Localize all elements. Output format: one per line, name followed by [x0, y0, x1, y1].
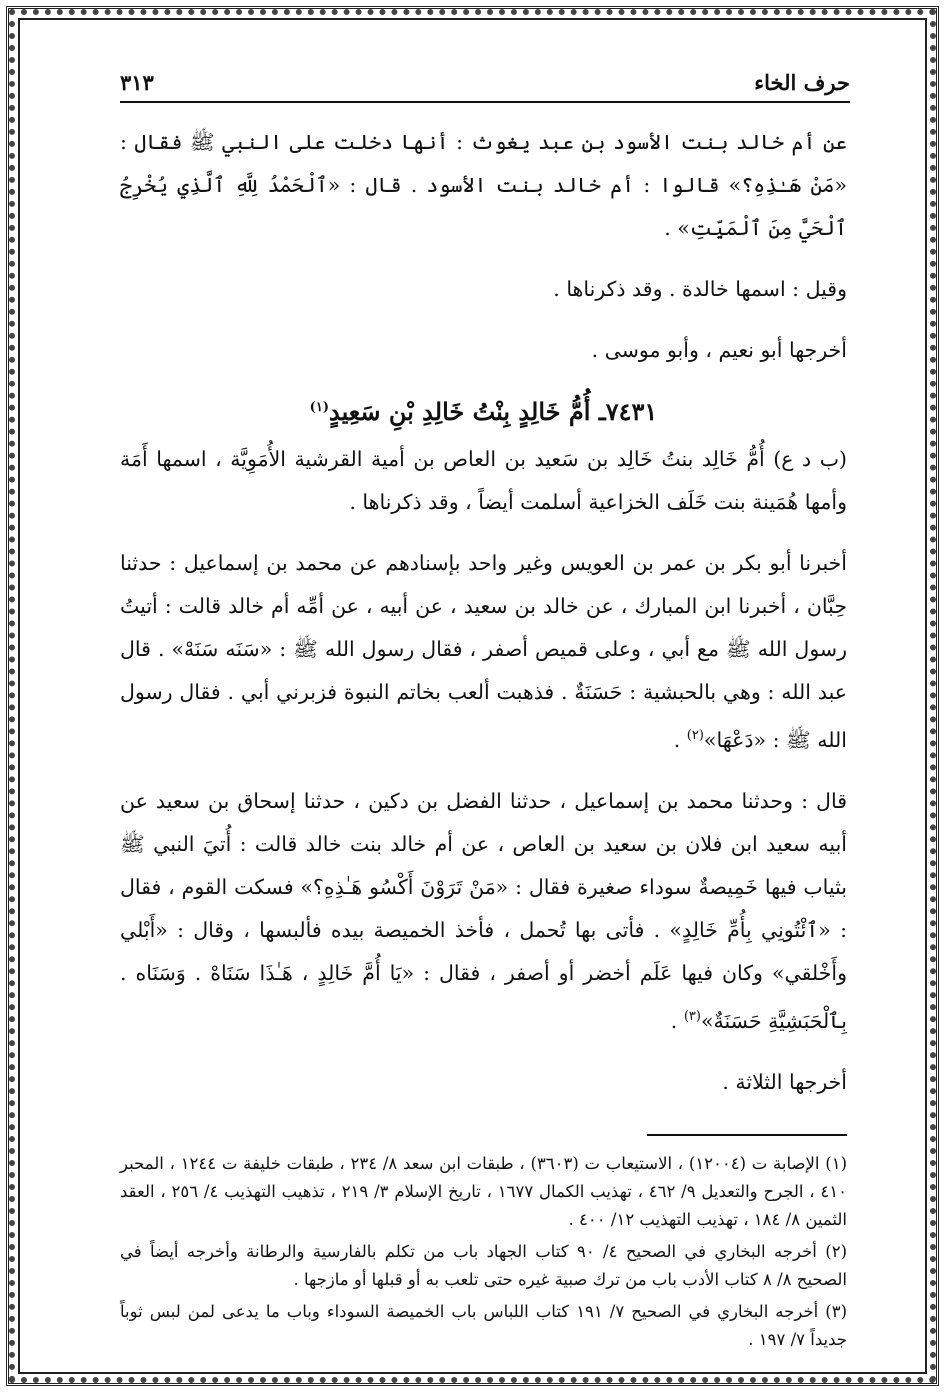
running-title: حرف الخاء: [754, 70, 850, 95]
paragraph-6-note: (٣): [683, 1008, 701, 1024]
entry-title-note: (١): [309, 400, 329, 415]
footnotes: [120, 1150, 847, 1354]
footnote-separator: [647, 1134, 847, 1136]
footnote-2: (٢) أخرجه البخاري في الصحيح ٤/ ٩٠ كتاب الجهاد باب من تكلم بالفارسية والرطانة وأخرجه أيضاً في الصحيح ٨/ ٨ كتاب الأدب باب من ترك صبية غيره حتى تلعب به أو قبلها أو مازجها .: [120, 1241, 847, 1289]
paragraph-5-text: أخبرنا أبو بكر بن عمر بن العويس وغير واحد بإسنادهم عن محمد بن إسماعيل : حدثنا حِبَّان ، أخبرنا ابن المبارك ، عن خالد بن سعيد ، عن أبيه ، عن أمِّه أم خالد قالت : أتيتُ رسول الله ﷺ مع أبي ، وعلى قميص أصفر ، فقال رسول الله ﷺ : «سَنَه سَنَهْ» . قال عبد الله : وهي بالحبشية : حَسَنَةٌ . فذهبت ألعب بخاتم النبوة فزبرني أبي . فقال رسول الله ﷺ : «دَعْهَا»: [120, 551, 847, 752]
entry-title: [120, 382, 847, 438]
paragraph-7: أخرجها الثلاثة .: [722, 1069, 847, 1094]
paragraph-6-text: قال : وحدثنا محمد بن إسماعيل ، حدثنا الفضل بن دكين ، حدثنا إسحاق بن سعيد عن أبيه سعيد ابن فلان بن سعيد بن العاص ، عن أم خالد بنت خالد قالت : أُتيَ النبي ﷺ بثياب فيها خَمِيصةٌ سوداء صغيرة فقال : «مَنْ تَرَوْنَ أَكْسُو هَـٰذِهِ؟» فسكت القوم ، فقال : «ٱئْتُونِي بِأُمِّ خَالِدٍ» . فأتى بها تُحمل ، فأخذ الخميصة بيده فألبسها ، وقال : «أَبْلي وأَخْلقي» وكان فيها عَلَم أخضر أو أصفر ، فقال : «يَا أُمَّ خَالِدٍ ، هَـٰذَا سَنَاهْ . وَسَنَاه . بِٱلْحَبَشِيَّةِ حَسَنَةٌ»: [120, 788, 847, 1033]
paragraph-6: قال : وحدثنا محمد بن إسماعيل ، حدثنا الفضل بن دكين ، حدثنا إسحاق بن سعيد عن أبيه سعيد ابن فلان بن سعيد بن العاص ، عن أم خالد بنت خالد قالت : أُتيَ النبي ﷺ بثياب فيها خَمِيصةٌ سوداء صغيرة فقال : «مَنْ تَرَوْنَ أَكْسُو هَـٰذِهِ؟» فسكت القوم ، فقال : «ٱئْتُونِي بِأُمِّ خَالِدٍ» . فأتى بها تُحمل ، فأخذ الخميصة بيده فألبسها ، وقال : «أَبْلي وأَخْلقي» وكان فيها عَلَم أخضر أو أصفر ، فقال : «يَا أُمَّ خَالِدٍ ، هَـٰذَا سَنَاهْ . وَسَنَاه . بِٱلْحَبَشِيَّةِ حَسَنَةٌ»$^{(٣)}$ .: [120, 788, 847, 1033]
paragraph-5: أخبرنا أبو بكر بن عمر بن العويس وغير واحد بإسنادهم عن محمد بن إسماعيل : حدثنا حِبَّان ، أخبرنا ابن المبارك ، عن خالد بن سعيد ، عن أبيه ، عن أمِّه أم خالد قالت : أتيتُ رسول الله ﷺ مع أبي ، وعلى قميص أصفر ، فقال رسول الله ﷺ : «سَنَه سَنَهْ» . قال عبد الله : وهي بالحبشية : حَسَنَةٌ . فذهبت ألعب بخاتم النبوة فزبرني أبي . فقال رسول الله ﷺ : «دَعْهَا»$^{(٢)}$ .: [120, 551, 847, 752]
footnote-1: (١) الإصابة ت (١٢٠٠٤) ، الاستيعاب ت (٣٦٠٣) ، طبقات ابن سعد ٨/ ٢٣٤ ، طبقات خليفة ت ١٢٤٤ ، المحبر ٤١٠ ، الجرح والتعديل ٩/ ٤٦٢ ، تهذيب الكمال ١٦٧٧ ، تاريخ الإسلام ٣/ ٢١٩ ، تذهيب التهذيب ٤/ ٢٥٦ ، العقد الثمين ٨/ ١٨٤ ، تهذيب التهذيب ١٢/ ٤٠٠ .: [120, 1153, 847, 1229]
entry-title-text: ٧٤٣١ـ أُمُّ خَالِدٍ بِنْتُ خَالِدِ بْنِ سَعِيدٍ: [328, 397, 658, 426]
paragraph-5-note: (٢): [686, 728, 704, 743]
paragraph-1: عن أم خالد بنت الأسود بن عبد يغوث : أنها دخلت على النبي ﷺ فقال : «مَنْ هَـٰذِهِ؟» قالوا : أم خالد بنت الأسود . قال : «ٱلْحَمْدُ لِلَّهِ ٱلَّذِي يُخْرِجُ ٱلْحَيَّ مِنَ ٱلْمَيِّتِ» .: [120, 130, 847, 240]
footnote-3: (٣) أخرجه البخاري في الصحيح ٧/ ١٩١ كتاب اللباس باب الخميصة السوداء وباب ما يدعى لمن لبس ثوباً جديداً ٧/ ١٩٧ .: [120, 1301, 847, 1349]
paragraph-2: وقيل : اسمها خالدة . وقد ذكرناها .: [553, 277, 847, 301]
page-number: ٣١٣: [120, 70, 154, 95]
page-content: [120, 70, 850, 1358]
paragraph-3: أخرجها أبو نعيم ، وأبو موسى .: [591, 338, 847, 362]
running-header: [120, 70, 850, 103]
paragraph-4: (ب د ع) أُمُّ خَالِد بنتُ خَالِد بن سَعيد بن العاص بن أمية القرشية الأُمَوِيَّة ، اسمها أَمَة وأمها هُمَينة بنت خَلَف الخزاعية أسلمت أيضاً ، وقد ذكرناها .: [120, 447, 847, 514]
